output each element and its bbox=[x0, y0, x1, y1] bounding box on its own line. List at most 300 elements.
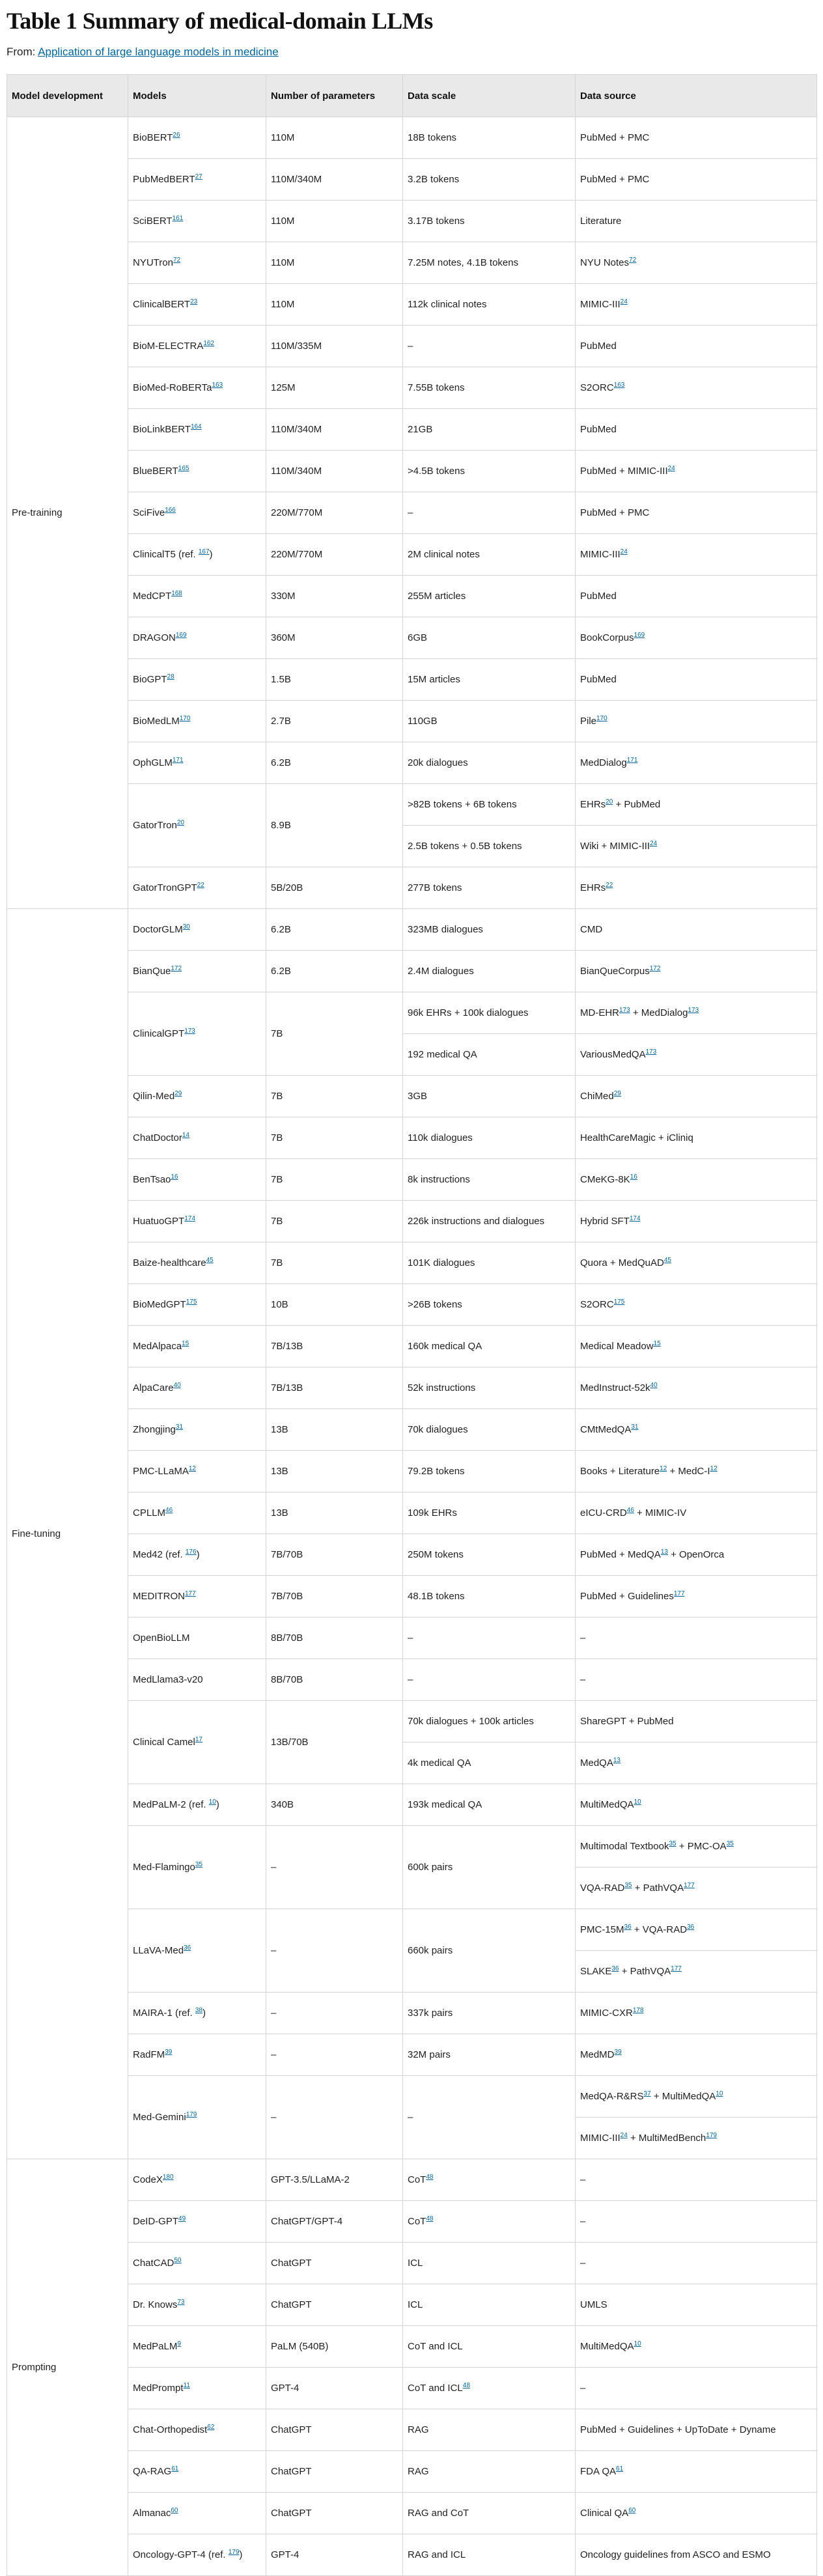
citation-link[interactable]: 35 bbox=[195, 1861, 202, 1868]
citation-link[interactable]: 39 bbox=[614, 2049, 622, 2056]
citation-link[interactable]: 48 bbox=[462, 2382, 470, 2389]
citation-superscript bbox=[671, 1965, 682, 1972]
parameters-value: 7B bbox=[271, 1257, 283, 1268]
data-scale-cell bbox=[403, 1326, 576, 1367]
citation-link[interactable]: 35 bbox=[669, 1840, 677, 1847]
parameters-value: 110M bbox=[271, 299, 295, 310]
citation-superscript bbox=[668, 465, 675, 472]
citation-link[interactable]: 177 bbox=[684, 1882, 695, 1889]
model-name-cell bbox=[128, 2284, 266, 2326]
model-name-cell bbox=[128, 1909, 266, 1993]
data-scale-text: 20k dialogues bbox=[408, 757, 468, 768]
model-name-cell bbox=[128, 1242, 266, 1284]
data-scale-text: CoT bbox=[408, 2216, 426, 2227]
citation-link[interactable]: 24 bbox=[620, 2132, 628, 2139]
citation-link[interactable]: 16 bbox=[630, 1173, 637, 1181]
citation-link[interactable]: 179 bbox=[706, 2132, 717, 2139]
citation-link[interactable]: 165 bbox=[178, 465, 189, 472]
citation-superscript bbox=[171, 965, 182, 972]
model-name: RadFM bbox=[133, 2049, 165, 2060]
citation-link[interactable]: 27 bbox=[195, 173, 202, 180]
citation-link[interactable]: 179 bbox=[186, 2111, 197, 2118]
citation-link[interactable]: 162 bbox=[203, 340, 215, 347]
parameters-cell bbox=[266, 242, 403, 284]
data-source-cell bbox=[576, 951, 817, 992]
citation-link[interactable]: 173 bbox=[688, 1007, 699, 1014]
citation-superscript bbox=[184, 1215, 195, 1222]
model-name: Baize-healthcare bbox=[133, 1257, 206, 1268]
data-scale-text: – bbox=[408, 1674, 413, 1685]
data-scale-text: RAG bbox=[408, 2466, 429, 2477]
table-row bbox=[7, 1451, 817, 1492]
model-name: MedPrompt bbox=[133, 2383, 184, 2394]
data-source-text: CMD bbox=[580, 924, 603, 935]
citation-link[interactable]: 31 bbox=[175, 1423, 184, 1431]
model-name-cell bbox=[128, 492, 266, 534]
citation-link[interactable]: 30 bbox=[182, 923, 190, 931]
citation-link[interactable]: 12 bbox=[660, 1465, 667, 1472]
citation-link[interactable]: 36 bbox=[687, 1924, 695, 1931]
data-scale-text: 79.2B tokens bbox=[408, 1466, 465, 1477]
data-source-cell bbox=[576, 2034, 817, 2076]
data-scale-text: 8k instructions bbox=[408, 1174, 470, 1185]
data-source-text: + PathVQA bbox=[632, 1883, 684, 1894]
citation-link[interactable]: 24 bbox=[620, 298, 628, 305]
data-source-cell bbox=[576, 242, 817, 284]
citation-link[interactable]: 29 bbox=[613, 1090, 621, 1097]
citation-superscript bbox=[630, 1215, 641, 1222]
data-scale-cell bbox=[403, 534, 576, 576]
data-source-text: ChiMed bbox=[580, 1091, 614, 1102]
citation-superscript bbox=[661, 1548, 668, 1556]
citation-link[interactable]: 46 bbox=[165, 1507, 173, 1514]
data-source-cell bbox=[576, 1617, 817, 1659]
parameters-cell bbox=[266, 1451, 403, 1492]
citation-link[interactable]: 31 bbox=[631, 1423, 639, 1431]
data-source-text: MedMD bbox=[580, 2049, 615, 2060]
data-source-text: SLAKE bbox=[580, 1966, 612, 1977]
parameters-cell bbox=[266, 2493, 403, 2534]
data-source-text: Wiki + MIMIC-III bbox=[580, 841, 650, 852]
citation-link[interactable]: 177 bbox=[673, 1590, 685, 1597]
data-scale-text: RAG and CoT bbox=[408, 2508, 469, 2519]
data-scale-cell bbox=[403, 742, 576, 784]
citation-superscript bbox=[190, 298, 197, 305]
parameters-cell bbox=[266, 1409, 403, 1451]
data-scale-cell bbox=[403, 1784, 576, 1826]
data-source-cell bbox=[576, 1576, 817, 1617]
citation-link[interactable]: 12 bbox=[710, 1465, 718, 1472]
model-name-cell bbox=[128, 159, 266, 201]
citation-link[interactable]: 16 bbox=[171, 1173, 178, 1181]
data-source-text: MedQA-R&RS bbox=[580, 2091, 644, 2102]
model-name: MedLlama3-v20 bbox=[133, 1674, 203, 1685]
citation-superscript bbox=[186, 1298, 197, 1306]
data-scale-cell bbox=[403, 1201, 576, 1242]
model-name: Clinical Camel bbox=[133, 1737, 195, 1748]
citation-superscript bbox=[614, 382, 625, 389]
citation-link[interactable]: 173 bbox=[645, 1048, 657, 1056]
data-source-text: BookCorpus bbox=[580, 632, 634, 643]
citation-link[interactable]: 9 bbox=[177, 2340, 181, 2347]
data-scale-text: 193k medical QA bbox=[408, 1799, 482, 1810]
table-row bbox=[7, 326, 817, 367]
model-name: ClinicalT5 (ref. bbox=[133, 549, 199, 560]
data-source-text: – bbox=[580, 2174, 586, 2185]
parameters-cell bbox=[266, 1784, 403, 1826]
data-source-cell bbox=[576, 784, 817, 826]
data-source-text: PubMed bbox=[580, 341, 617, 352]
citation-link[interactable]: 35 bbox=[726, 1840, 734, 1847]
citation-link[interactable]: 177 bbox=[185, 1590, 196, 1597]
citation-link[interactable]: 167 bbox=[198, 548, 210, 555]
data-source-text: + MedDialog bbox=[630, 1007, 688, 1018]
parameters-cell bbox=[266, 1993, 403, 2034]
citation-link[interactable]: 28 bbox=[167, 673, 174, 680]
citation-link[interactable]: 36 bbox=[611, 1965, 619, 1972]
citation-link[interactable]: 26 bbox=[173, 132, 180, 139]
citation-superscript bbox=[710, 1465, 718, 1472]
citation-link[interactable]: 175 bbox=[186, 1298, 197, 1306]
citation-link[interactable]: 174 bbox=[629, 1215, 641, 1222]
citation-link[interactable]: 39 bbox=[165, 2049, 173, 2056]
model-name: ClinicalBERT bbox=[133, 299, 191, 310]
citation-link[interactable]: 174 bbox=[184, 1215, 195, 1222]
citation-link[interactable]: 60 bbox=[628, 2507, 636, 2514]
citation-link[interactable]: 169 bbox=[634, 632, 645, 639]
table-row bbox=[7, 2034, 817, 2076]
citation-superscript bbox=[615, 2049, 622, 2056]
data-scale-cell bbox=[403, 451, 576, 492]
parameters-cell bbox=[266, 1534, 403, 1576]
citation-link[interactable]: 50 bbox=[174, 2257, 182, 2264]
table-row bbox=[7, 367, 817, 409]
data-source-text: PMC-15M bbox=[580, 1924, 624, 1935]
citation-superscript bbox=[630, 1173, 637, 1181]
citation-link[interactable]: 29 bbox=[174, 1090, 182, 1097]
citation-link[interactable]: 163 bbox=[613, 382, 625, 389]
citation-link[interactable]: 163 bbox=[212, 382, 223, 389]
citation-link[interactable]: 13 bbox=[613, 1757, 621, 1764]
parameters-cell bbox=[266, 1659, 403, 1701]
citation-link[interactable]: 10 bbox=[634, 1799, 641, 1806]
citation-link[interactable]: 48 bbox=[426, 2215, 434, 2222]
citation-link[interactable]: 173 bbox=[619, 1007, 630, 1014]
parameters-value: 7B/70B bbox=[271, 1549, 303, 1560]
citation-link[interactable]: 24 bbox=[620, 548, 628, 555]
data-scale-text: 323MB dialogues bbox=[408, 924, 483, 935]
table-row bbox=[7, 201, 817, 242]
model-name-cell bbox=[128, 659, 266, 701]
parameters-value: – bbox=[271, 2049, 277, 2060]
citation-link[interactable]: 24 bbox=[667, 465, 675, 472]
data-source-cell bbox=[576, 992, 817, 1034]
data-source-text: EHRs bbox=[580, 799, 606, 810]
data-scale-cell bbox=[403, 1242, 576, 1284]
model-development-cell bbox=[7, 2159, 128, 2576]
model-name-cell bbox=[128, 909, 266, 951]
data-scale-cell bbox=[403, 367, 576, 409]
citation-link[interactable]: 73 bbox=[177, 2299, 185, 2306]
header-number-of-parameters: Number of parameters bbox=[266, 75, 403, 117]
citation-link[interactable]: 12 bbox=[188, 1465, 196, 1472]
data-source-cell bbox=[576, 2284, 817, 2326]
citation-link[interactable]: 49 bbox=[178, 2215, 186, 2222]
data-scale-text: 112k clinical notes bbox=[408, 299, 487, 310]
table-row bbox=[7, 1159, 817, 1201]
citation-link[interactable]: 24 bbox=[650, 840, 658, 847]
citation-link[interactable]: 14 bbox=[182, 1132, 189, 1139]
data-source-text: PubMed bbox=[580, 591, 617, 602]
citation-superscript bbox=[165, 507, 176, 514]
data-scale-cell bbox=[403, 2159, 576, 2201]
parameters-cell bbox=[266, 1159, 403, 1201]
citation-link[interactable]: 15 bbox=[182, 1340, 189, 1347]
table-row bbox=[7, 2201, 817, 2243]
citation-link[interactable]: 45 bbox=[663, 1257, 671, 1264]
citation-link[interactable]: 36 bbox=[624, 1924, 632, 1931]
parameters-cell bbox=[266, 2201, 403, 2243]
citation-link[interactable]: 20 bbox=[606, 798, 613, 805]
citation-link[interactable]: 22 bbox=[197, 882, 204, 889]
citation-link[interactable]: 72 bbox=[629, 257, 637, 264]
data-scale-text: 277B tokens bbox=[408, 882, 462, 893]
citation-link[interactable]: 72 bbox=[173, 257, 181, 264]
citation-superscript bbox=[229, 2549, 240, 2556]
model-name-cell bbox=[128, 2451, 266, 2493]
table-row bbox=[7, 1659, 817, 1701]
data-source-text: + MultiMedQA bbox=[650, 2091, 716, 2102]
table-title: Table 1 Summary of medical-domain LLMs bbox=[7, 8, 433, 34]
parameters-value: 7B bbox=[271, 1174, 283, 1185]
citation-link[interactable]: 170 bbox=[179, 715, 191, 722]
citation-link[interactable]: 61 bbox=[616, 2465, 624, 2472]
data-scale-text: 255M articles bbox=[408, 591, 466, 602]
citation-link[interactable]: 161 bbox=[172, 215, 184, 222]
citation-link[interactable]: 175 bbox=[613, 1298, 625, 1306]
data-scale-text: – bbox=[408, 341, 413, 352]
data-scale-text: CoT bbox=[408, 2174, 426, 2185]
data-scale-cell bbox=[403, 1701, 576, 1743]
citation-superscript bbox=[660, 1465, 667, 1472]
parameters-value: GPT-3.5/LLaMA-2 bbox=[271, 2174, 350, 2185]
data-scale-cell bbox=[403, 659, 576, 701]
citation-superscript bbox=[688, 1007, 699, 1014]
citation-link[interactable]: 10 bbox=[208, 1799, 216, 1806]
parameters-cell bbox=[266, 659, 403, 701]
model-name-cell bbox=[128, 617, 266, 659]
data-source-cell bbox=[576, 2368, 817, 2409]
table-row bbox=[7, 2534, 817, 2576]
data-source-cell bbox=[576, 1701, 817, 1743]
citation-superscript bbox=[621, 298, 628, 305]
table-row bbox=[7, 659, 817, 701]
citation-link[interactable]: 10 bbox=[716, 2090, 723, 2097]
data-source-text: – bbox=[580, 2383, 586, 2394]
table-row bbox=[7, 909, 817, 951]
data-source-cell bbox=[576, 2118, 817, 2159]
data-scale-text: 660k pairs bbox=[408, 1945, 453, 1956]
parameters-value: ChatGPT bbox=[271, 2424, 312, 2435]
citation-superscript bbox=[669, 1840, 676, 1847]
citation-link[interactable]: 164 bbox=[190, 423, 202, 430]
data-source-cell bbox=[576, 2243, 817, 2284]
data-scale-cell bbox=[403, 2201, 576, 2243]
data-source-text: – bbox=[580, 2258, 586, 2269]
data-scale-text: – bbox=[408, 507, 413, 518]
citation-superscript bbox=[186, 1548, 197, 1556]
citation-link[interactable]: 61 bbox=[171, 2465, 179, 2472]
citation-superscript bbox=[197, 882, 204, 889]
data-source-cell bbox=[576, 451, 817, 492]
model-name: AlpaCare bbox=[133, 1382, 174, 1393]
citation-superscript bbox=[171, 2465, 178, 2472]
citation-link[interactable]: 173 bbox=[184, 1028, 195, 1035]
parameters-value: ChatGPT bbox=[271, 2299, 312, 2310]
citation-link[interactable]: 35 bbox=[624, 1882, 632, 1889]
citation-link[interactable]: 38 bbox=[195, 2007, 202, 2014]
parameters-value: 125M bbox=[271, 382, 296, 393]
citation-link[interactable]: 178 bbox=[632, 2007, 644, 2014]
table-row bbox=[7, 576, 817, 617]
data-source-text: S2ORC bbox=[580, 382, 614, 393]
data-scale-cell bbox=[403, 242, 576, 284]
citation-superscript bbox=[199, 548, 210, 555]
citation-link[interactable]: 40 bbox=[173, 1382, 181, 1389]
model-name-cell bbox=[128, 242, 266, 284]
data-scale-cell bbox=[403, 492, 576, 534]
citation-link[interactable]: 169 bbox=[175, 632, 187, 639]
table-row bbox=[7, 1076, 817, 1117]
citation-superscript bbox=[180, 715, 191, 722]
data-scale-cell bbox=[403, 1576, 576, 1617]
citation-link[interactable]: 22 bbox=[606, 882, 613, 889]
citation-link[interactable]: 172 bbox=[649, 965, 661, 972]
data-source-text: + PMC-OA bbox=[676, 1841, 727, 1852]
citation-link[interactable]: 180 bbox=[162, 2174, 174, 2181]
citation-superscript bbox=[163, 2174, 174, 2181]
citation-link[interactable]: 40 bbox=[650, 1382, 658, 1389]
parameters-cell bbox=[266, 784, 403, 867]
data-scale-cell bbox=[403, 284, 576, 326]
article-link[interactable]: Application of large language models in medicine bbox=[38, 46, 279, 58]
data-scale-text: 70k dialogues bbox=[408, 1424, 468, 1435]
citation-link[interactable]: 36 bbox=[184, 1944, 191, 1952]
citation-link[interactable]: 11 bbox=[183, 2382, 190, 2389]
table-row bbox=[7, 2076, 817, 2118]
model-name-cell bbox=[128, 1076, 266, 1117]
model-name: Med-Flamingo bbox=[133, 1862, 195, 1873]
citation-superscript bbox=[174, 1090, 182, 1097]
citation-link[interactable]: 62 bbox=[207, 2424, 215, 2431]
citation-link[interactable]: 177 bbox=[671, 1965, 682, 1972]
citation-link[interactable]: 37 bbox=[643, 2090, 651, 2097]
table-row bbox=[7, 867, 817, 909]
citation-link[interactable]: 10 bbox=[634, 2340, 641, 2347]
citation-link[interactable]: 60 bbox=[171, 2507, 178, 2514]
parameters-cell bbox=[266, 451, 403, 492]
model-name: Oncology-GPT-4 (ref. bbox=[133, 2549, 229, 2560]
citation-superscript bbox=[613, 1757, 621, 1764]
citation-superscript bbox=[185, 1590, 196, 1597]
parameters-cell bbox=[266, 992, 403, 1076]
model-name: MEDITRON bbox=[133, 1591, 185, 1602]
citation-link[interactable]: 171 bbox=[172, 757, 184, 764]
data-scale-text: 110GB bbox=[408, 716, 438, 727]
data-scale-cell bbox=[403, 867, 576, 909]
citation-link[interactable]: 20 bbox=[176, 819, 184, 826]
model-development-cell bbox=[7, 909, 128, 2159]
parameters-value: – bbox=[271, 2008, 277, 2019]
data-scale-text: 2.4M dialogues bbox=[408, 966, 474, 977]
citation-link[interactable]: 170 bbox=[596, 715, 607, 722]
citation-link[interactable]: 13 bbox=[660, 1548, 668, 1556]
citation-superscript bbox=[174, 1382, 181, 1389]
data-scale-cell bbox=[403, 1534, 576, 1576]
model-name: BenTsao bbox=[133, 1174, 171, 1185]
parameters-value: 220M/770M bbox=[271, 507, 323, 518]
citation-link[interactable]: 45 bbox=[206, 1257, 214, 1264]
data-source-text: Books + Literature bbox=[580, 1466, 660, 1477]
table-row bbox=[7, 1367, 817, 1409]
data-scale-text: 600k pairs bbox=[408, 1862, 453, 1873]
citation-link[interactable]: 46 bbox=[626, 1507, 634, 1514]
citation-link[interactable]: 171 bbox=[626, 757, 638, 764]
citation-link[interactable]: 15 bbox=[653, 1340, 661, 1347]
parameters-value: 7B bbox=[271, 1132, 283, 1143]
parameters-value: 2.7B bbox=[271, 716, 291, 727]
parameters-cell bbox=[266, 951, 403, 992]
citation-superscript bbox=[184, 1028, 195, 1035]
citation-superscript bbox=[183, 923, 190, 931]
citation-superscript bbox=[184, 2382, 190, 2389]
parameters-cell bbox=[266, 617, 403, 659]
model-name-cell bbox=[128, 2034, 266, 2076]
citation-link[interactable]: 17 bbox=[195, 1736, 202, 1743]
data-scale-cell bbox=[403, 1492, 576, 1534]
citation-link[interactable]: 166 bbox=[165, 507, 176, 514]
citation-superscript bbox=[629, 257, 636, 264]
citation-link[interactable]: 172 bbox=[171, 965, 182, 972]
model-name-cell bbox=[128, 1492, 266, 1534]
model-name: GatorTronGPT bbox=[133, 882, 197, 893]
parameters-cell bbox=[266, 2326, 403, 2368]
data-source-cell bbox=[576, 534, 817, 576]
parameters-value: 13B bbox=[271, 1507, 288, 1519]
table-row bbox=[7, 1909, 817, 1951]
citation-link[interactable]: 179 bbox=[228, 2549, 240, 2556]
data-scale-cell bbox=[403, 992, 576, 1034]
data-scale-text: 2.5B tokens + 0.5B tokens bbox=[408, 841, 522, 852]
parameters-value: 110M/340M bbox=[271, 424, 322, 435]
citation-superscript bbox=[644, 2090, 651, 2097]
citation-link[interactable]: 176 bbox=[185, 1548, 197, 1556]
data-source-text: EHRs bbox=[580, 882, 606, 893]
citation-link[interactable]: 168 bbox=[171, 590, 182, 597]
parameters-value: 5B/20B bbox=[271, 882, 303, 893]
header-row bbox=[7, 75, 817, 117]
model-name-cell bbox=[128, 1117, 266, 1159]
citation-link[interactable]: 48 bbox=[426, 2174, 434, 2181]
citation-link[interactable]: 23 bbox=[190, 298, 198, 305]
data-source-cell bbox=[576, 2326, 817, 2368]
data-source-cell bbox=[576, 659, 817, 701]
llm-summary-table bbox=[7, 74, 817, 2576]
parameters-value: GPT-4 bbox=[271, 2549, 300, 2560]
model-name: CodeX bbox=[133, 2174, 163, 2185]
citation-superscript bbox=[624, 1924, 632, 1931]
data-source-text: Multimodal Textbook bbox=[580, 1841, 669, 1852]
